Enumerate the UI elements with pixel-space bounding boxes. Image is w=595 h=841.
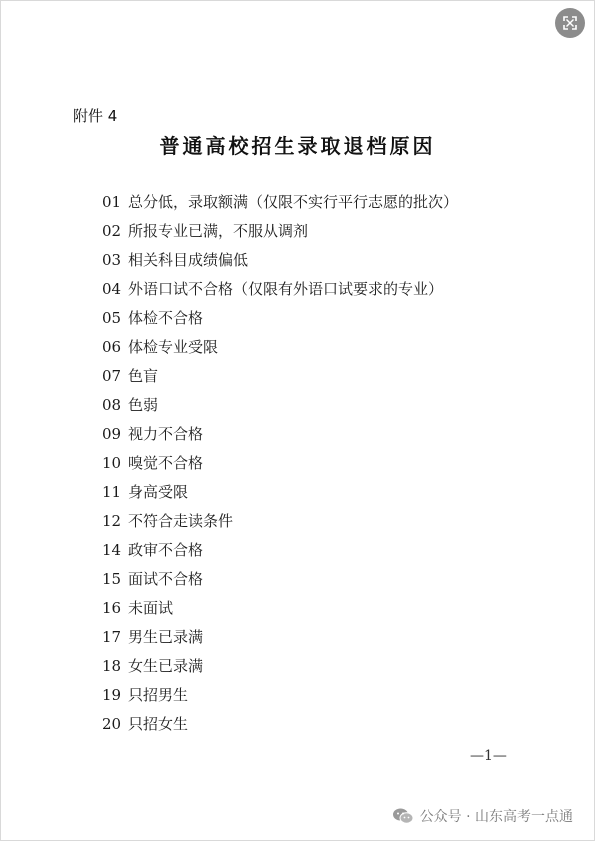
list-item (102, 652, 458, 681)
list-item (102, 362, 458, 391)
reason-text: 面试不合格 (128, 570, 204, 588)
list-item (102, 420, 458, 449)
reason-number: 12 (102, 512, 122, 530)
reason-text: 色弱 (128, 396, 159, 414)
reason-number: 04 (102, 280, 122, 298)
reason-number: 02 (102, 222, 122, 240)
reason-text: 只招男生 (128, 686, 189, 704)
reason-text: 体检不合格 (128, 309, 204, 327)
reason-number: 10 (102, 454, 122, 472)
reason-number: 19 (102, 686, 122, 704)
document-title: 普通高校招生录取退档原因 (159, 134, 436, 158)
reason-text: 不符合走读条件 (128, 512, 234, 530)
reason-number: 15 (102, 570, 122, 588)
reason-number: 08 (102, 396, 122, 414)
reason-number: 16 (102, 599, 122, 617)
watermark-text: 公众号 · 山东高考一点通 (419, 809, 573, 825)
reason-text: 男生已录满 (128, 628, 204, 646)
list-item (102, 710, 458, 739)
reason-number: 03 (102, 251, 122, 269)
list-item (102, 217, 458, 246)
list-item (102, 536, 458, 565)
list-item (102, 246, 458, 275)
list-item (102, 304, 458, 333)
reason-number: 05 (102, 309, 122, 327)
list-item (102, 623, 458, 652)
reason-number: 20 (102, 715, 122, 733)
reason-text: 嗅觉不合格 (128, 454, 204, 472)
reason-text: 只招女生 (128, 715, 189, 733)
expand-icon (563, 16, 577, 30)
reason-text: 体检专业受限 (128, 338, 219, 356)
reason-text: 相关科目成绩偏低 (128, 251, 249, 269)
reason-number: 06 (102, 338, 122, 356)
reason-text: 所报专业已满，不服从调剂 (128, 222, 309, 240)
list-item (102, 594, 458, 623)
wechat-icon (392, 807, 414, 825)
list-item (102, 507, 458, 536)
reason-number: 11 (102, 483, 122, 501)
list-item (102, 449, 458, 478)
zoom-button[interactable] (555, 8, 585, 38)
list-item (102, 478, 458, 507)
reason-number: 14 (102, 541, 122, 559)
list-item (102, 391, 458, 420)
reason-number: 17 (102, 628, 122, 646)
reason-text: 身高受限 (128, 483, 189, 501)
attachment-label: 附件 4 (73, 107, 118, 125)
reason-number: 01 (102, 193, 122, 211)
reason-number: 18 (102, 657, 122, 675)
reason-text: 政审不合格 (128, 541, 204, 559)
reason-text: 视力不合格 (128, 425, 204, 443)
reason-text: 外语口试不合格（仅限有外语口试要求的专业） (128, 280, 444, 298)
reason-number: 09 (102, 425, 122, 443)
reason-text: 未面试 (128, 599, 174, 617)
list-item (102, 275, 458, 304)
watermark (392, 806, 573, 826)
reason-text: 总分低，录取额满（仅限不实行平行志愿的批次） (128, 193, 459, 211)
page-number: —1— (470, 748, 507, 764)
reason-text: 女生已录满 (128, 657, 204, 675)
list-item (102, 681, 458, 710)
reason-text: 色盲 (128, 367, 159, 385)
list-item (102, 565, 458, 594)
reason-number: 07 (102, 367, 122, 385)
reason-list (102, 188, 458, 739)
list-item (102, 333, 458, 362)
list-item (102, 188, 458, 217)
